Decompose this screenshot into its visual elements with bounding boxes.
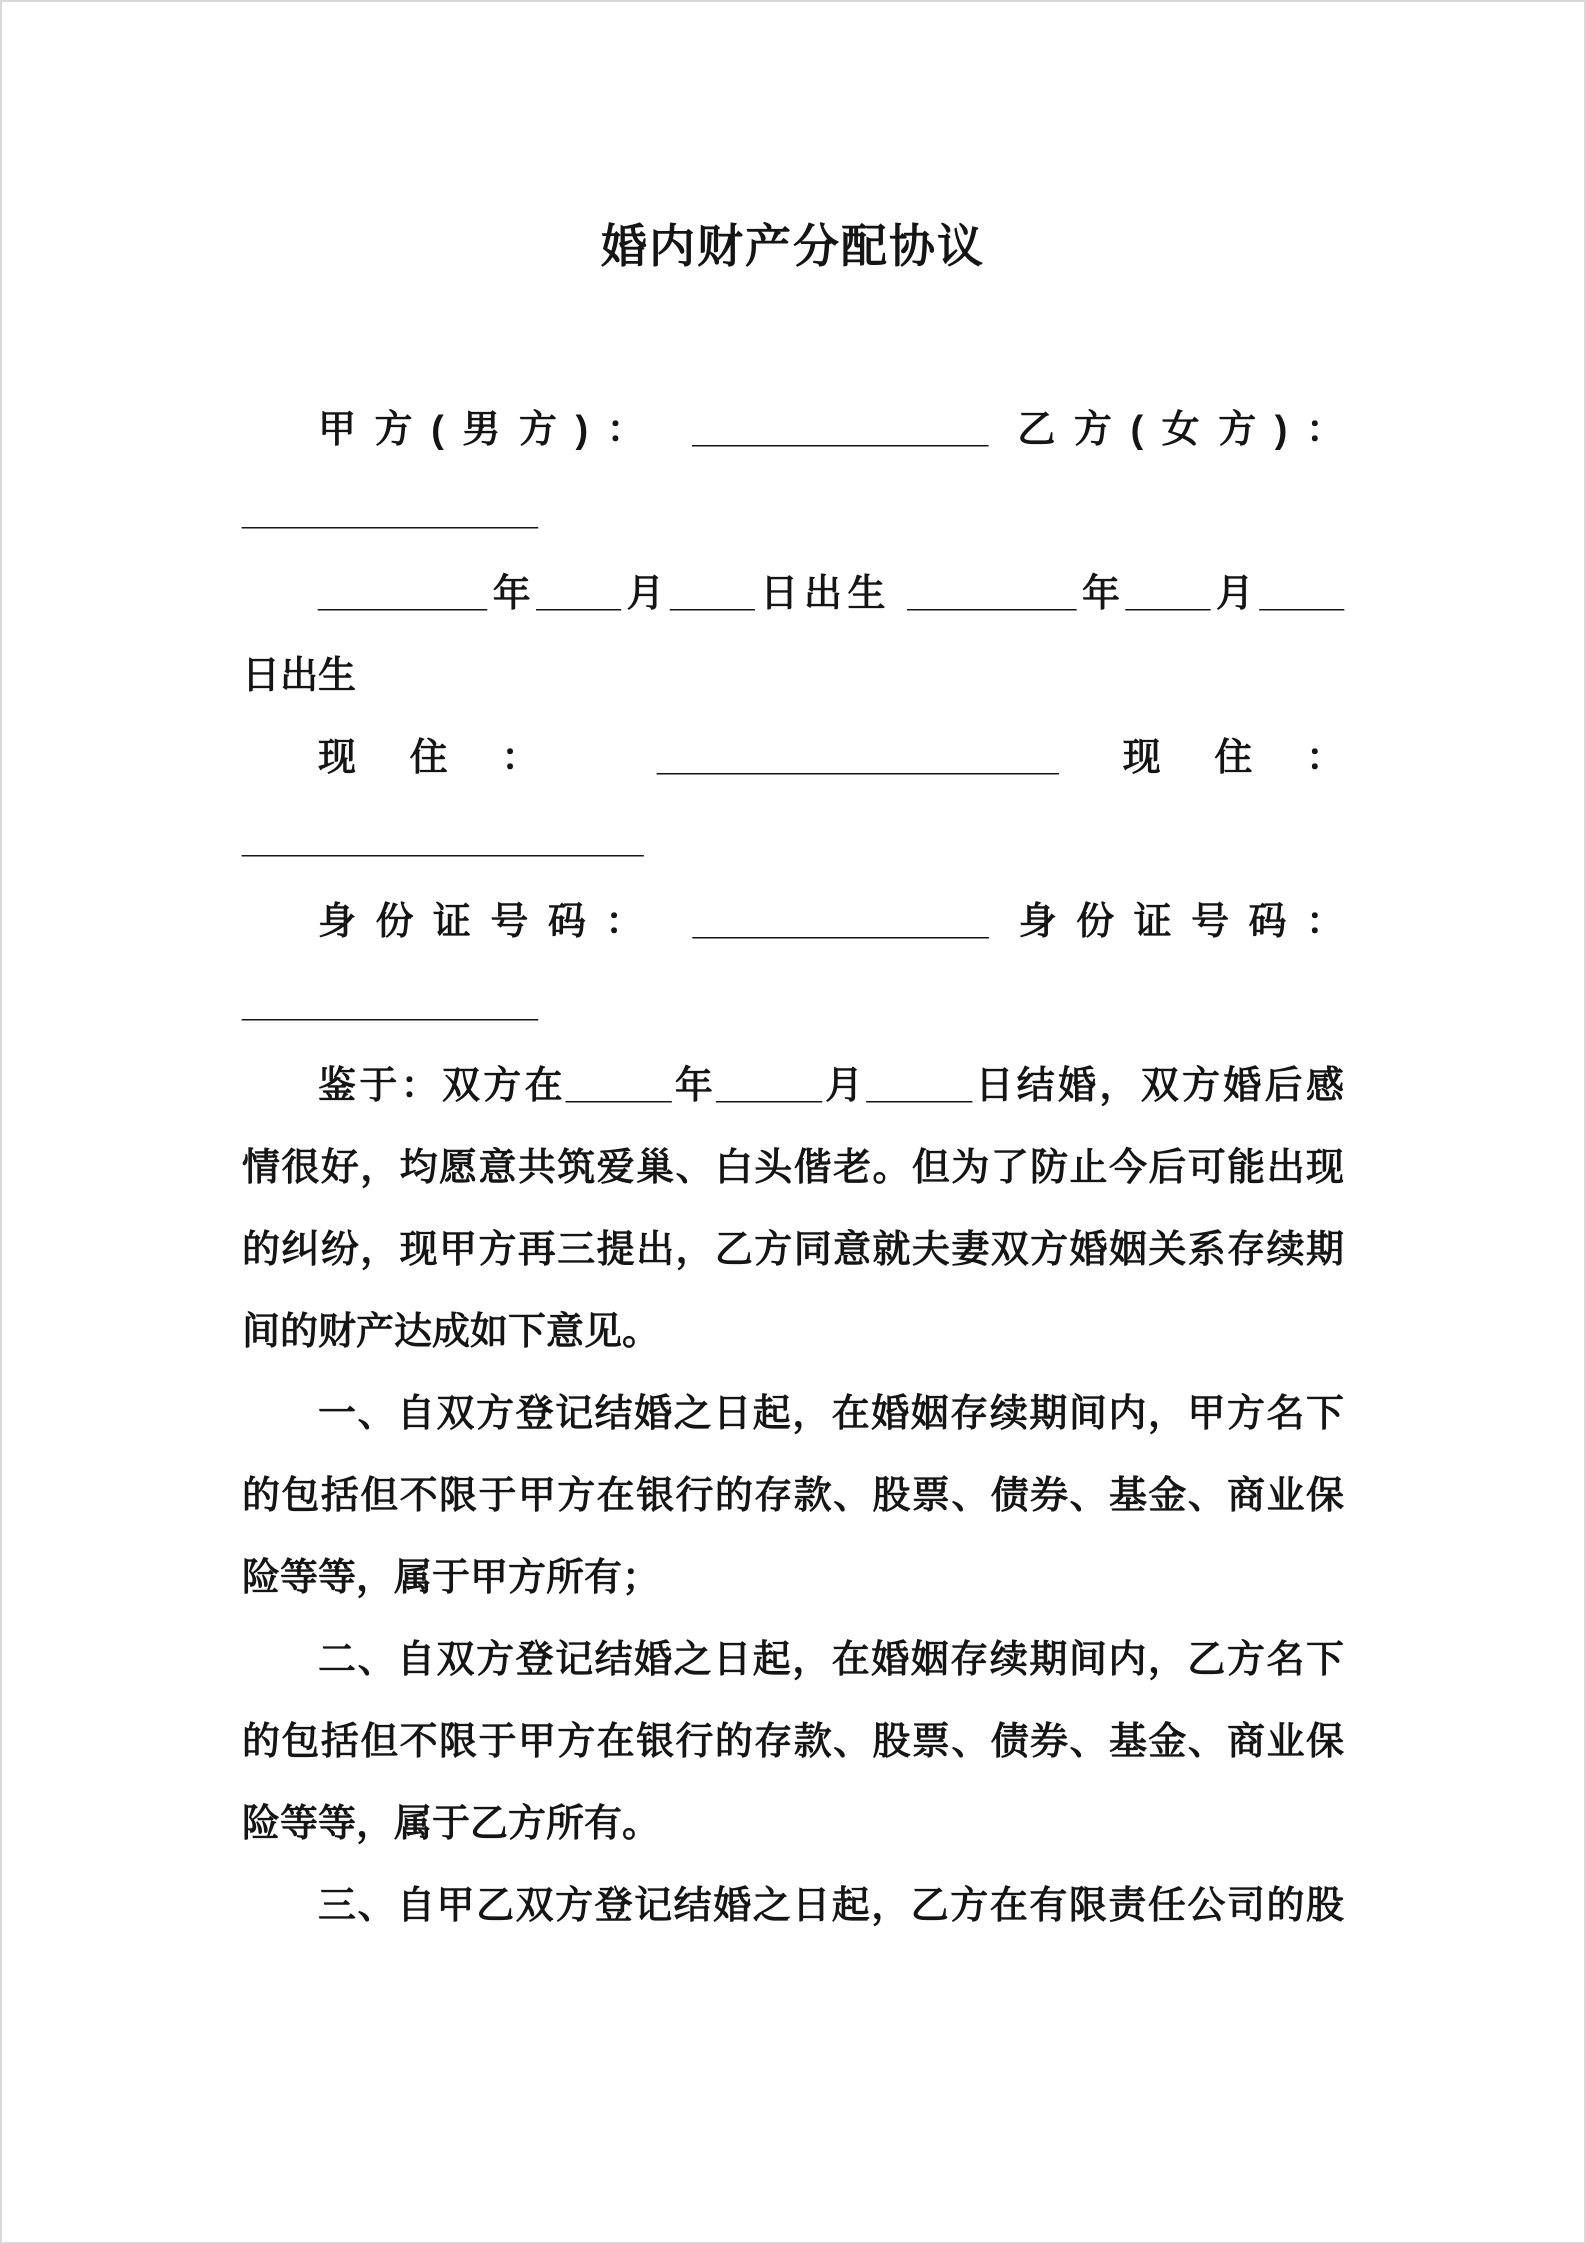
text-line: 日出生: [242, 655, 357, 697]
text-line: 二、自双方登记结婚之日起，在婚姻存续期间内，乙方名下: [318, 1639, 1344, 1681]
text-line: 甲方(男方)： ______________ 乙方(女方)：: [318, 409, 1344, 451]
text-line: 的包括但不限于甲方在银行的存款、股票、债券、基金、商业保: [242, 1721, 1344, 1763]
text-line: ______________: [242, 491, 538, 533]
text-line: 鉴于：双方在_____年_____月_____日结婚，双方婚后感: [318, 1065, 1344, 1107]
text-line: 身份证号码： ______________ 身份证号码：: [318, 901, 1344, 943]
text-line: 险等等，属于乙方所有。: [242, 1803, 661, 1845]
text-line: 一、自双方登记结婚之日起，在婚姻存续期间内，甲方名下: [318, 1393, 1344, 1435]
text-line: 的包括但不限于甲方在银行的存款、股票、债券、基金、商业保: [242, 1475, 1344, 1517]
text-line: 情很好，均愿意共筑爱巢、白头偕老。但为了防止今后可能出现: [242, 1147, 1344, 1189]
text-line: ___________________: [242, 819, 644, 861]
text-line: 现住： ___________________ 现住：: [318, 737, 1344, 779]
text-line: ________年____月____日出生 ________年____月____: [318, 573, 1344, 615]
text-line: 间的财产达成如下意见。: [242, 1311, 661, 1353]
document-body: [2, 389, 1584, 1947]
text-line: 险等等，属于甲方所有；: [242, 1557, 661, 1599]
text-line: ______________: [242, 983, 538, 1025]
document-title: 婚内财产分配协议: [601, 220, 985, 272]
text-line: 三、自甲乙双方登记结婚之日起，乙方在有限责任公司的股: [318, 1885, 1344, 1927]
text-line: 的纠纷，现甲方再三提出，乙方同意就夫妻双方婚姻关系存续期: [242, 1229, 1344, 1271]
